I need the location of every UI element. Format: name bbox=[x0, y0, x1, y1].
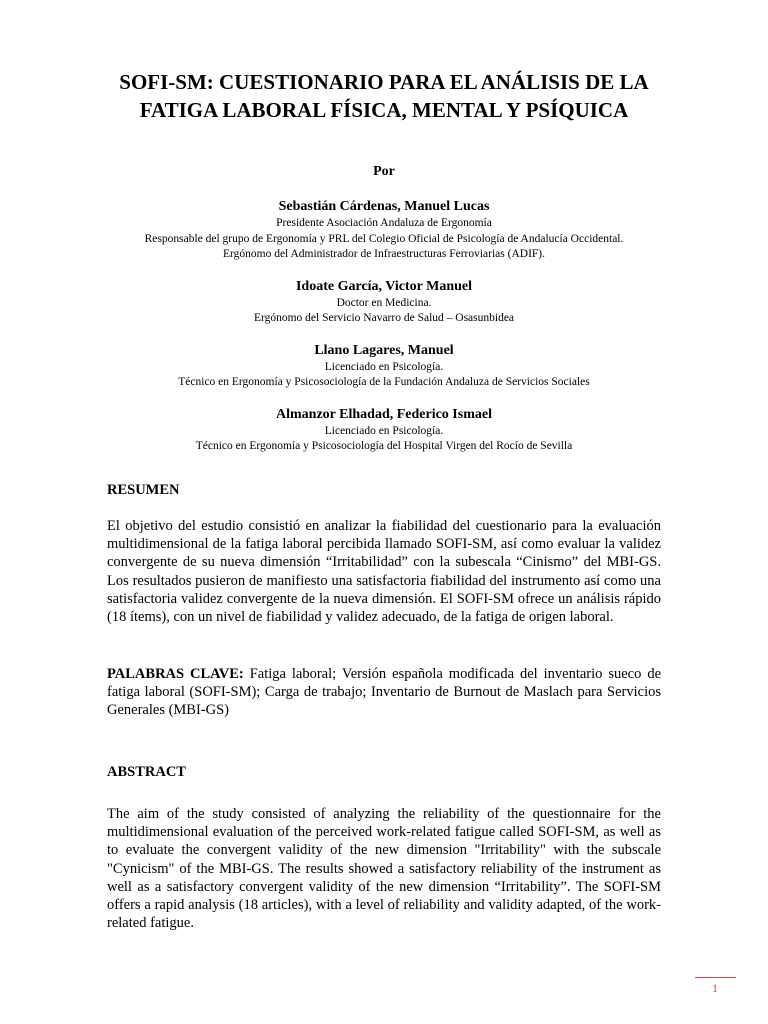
keywords-text: Fatiga laboral; Versión española modificada del inventario sueco de fatiga laboral (SOFI-SM); Carga de trabajo; Inventario de Burnout de Maslach para Servicios Generales (MBI-GS) bbox=[107, 666, 662, 719]
author-block bbox=[0, 197, 768, 263]
author-affiliation: Ergónomo del Servicio Navarro de Salud – Osasunbidea bbox=[253, 312, 515, 324]
author-affiliation: Doctor en Medicina. bbox=[336, 296, 432, 309]
abstract-heading: ABSTRACT bbox=[107, 764, 186, 780]
paper-title-line-2: FATIGA LABORAL FÍSICA, MENTAL Y PSÍQUICA bbox=[139, 98, 629, 122]
paper-title bbox=[0, 68, 768, 124]
page-number: 1 bbox=[712, 981, 718, 995]
by-label: Por bbox=[373, 164, 395, 179]
footer-rule bbox=[695, 977, 736, 978]
author-name: Sebastián Cárdenas, Manuel Lucas bbox=[278, 199, 490, 214]
keywords-label: PALABRAS CLAVE: bbox=[107, 666, 244, 682]
author-block bbox=[0, 277, 768, 327]
author-affiliation: Técnico en Ergonomía y Psicosociología del Hospital Virgen del Rocío de Sevilla bbox=[195, 440, 573, 452]
author-block bbox=[0, 341, 768, 391]
author-affiliation: Licenciado en Psicología. bbox=[324, 424, 444, 437]
keywords-paragraph bbox=[107, 665, 661, 720]
paper-title-line-1: SOFI-SM: CUESTIONARIO PARA EL ANÁLISIS DE LA bbox=[119, 70, 649, 94]
author-affiliation: Técnico en Ergonomía y Psicosociología de la Fundación Andaluza de Servicios Sociales bbox=[178, 376, 590, 388]
author-list bbox=[0, 197, 768, 469]
abstract-text: The aim of the study consisted of analyzing the reliability of the questionnaire for the multidimensional evaluation of the perceived work-related fatigue called SOFI-SM, as well as to evaluate the convergent validity of the new dimension "Irritability" with the subscale "Cynicism" of the MBI-GS. The results showed a satisfactory reliability of the instrument as well as a satisfactory convergent validity of the new dimension “Irritability”. The SOFI-SM offers a rapid analysis (18 articles), with a level of reliability and validity adapted, of the work-related fatigue. bbox=[107, 806, 661, 932]
resumen-heading: RESUMEN bbox=[107, 482, 180, 498]
author-affiliation: Responsable del grupo de Ergonomía y PRL del Colegio Oficial de Psicología de Andalucía Occidental. bbox=[144, 232, 624, 245]
resumen-text: El objetivo del estudio consistió en analizar la fiabilidad del cuestionario para la evaluación multidimensional de la fatiga laboral percibida llamado SOFI-SM, así como evaluar la validez convergente de su nueva dimensión “Irritabilidad” con la subescala “Cinismo” del MBI-GS. Los resultados pusieron de manifiesto una satisfactoria fiabilidad del instrumento así como una satisfactoria validez convergente de la nueva dimensión. El SOFI-SM ofrece un análisis rápido (18 ítems), con un nivel de fiabilidad y validez adecuado, de la fatiga de origen laboral. bbox=[107, 518, 661, 626]
author-affiliation: Ergónomo del Administrador de Infraestructuras Ferroviarias (ADIF). bbox=[222, 248, 546, 260]
author-name: Almanzor Elhadad, Federico Ismael bbox=[276, 406, 492, 422]
author-affiliation: Licenciado en Psicología. bbox=[324, 360, 444, 373]
author-name: Llano Lagares, Manuel bbox=[314, 342, 454, 358]
author-block bbox=[0, 405, 768, 455]
author-name: Idoate García, Victor Manuel bbox=[295, 278, 473, 294]
author-affiliation: Presidente Asociación Andaluza de Ergonomía bbox=[276, 217, 492, 229]
